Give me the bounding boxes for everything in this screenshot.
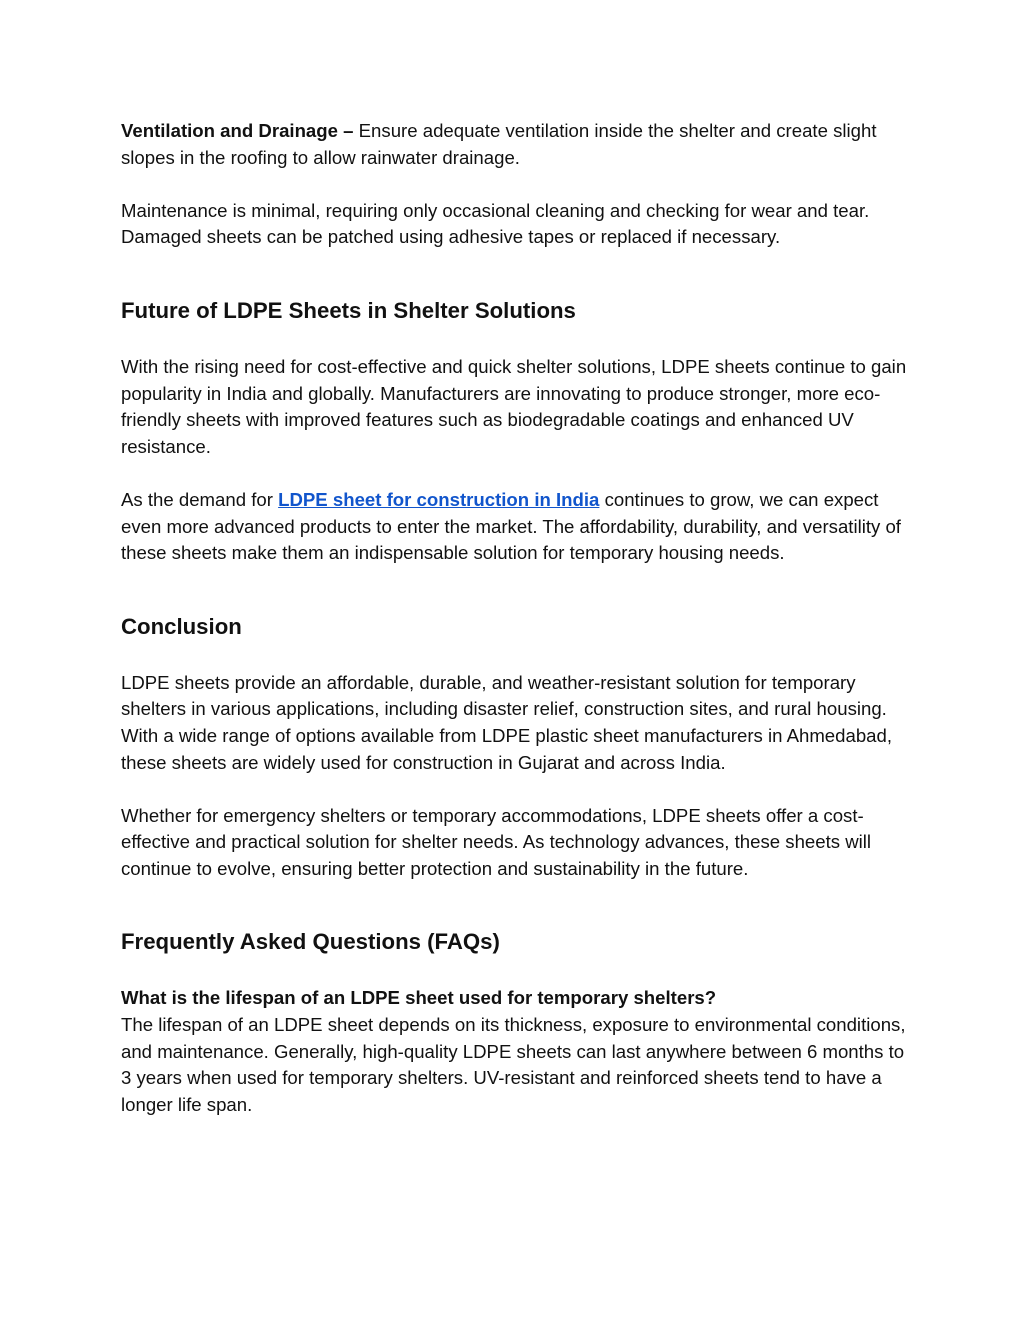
maintenance-paragraph: Maintenance is minimal, requiring only occasional cleaning and checking for wear and tear. Damaged sheets can be patched using adhesive tapes or replaced if necessary. bbox=[121, 199, 870, 248]
future-paragraph-2-end: continues to grow, we can expect even more advanced products to enter the market. The affordability, durability, and versatility of these sheets make them an indispensable solution for temporary housing needs. bbox=[121, 488, 901, 564]
document-page bbox=[121, 118, 911, 1118]
future-paragraph-2 bbox=[121, 487, 911, 567]
future-paragraph-1: With the rising need for cost-effective and quick shelter solutions, LDPE sheets continue to gain popularity in India and globally. Manufacturers are innovating to produce stronger, more eco-friendly sheets with improved features such as biodegradable coatings and enhanced UV resistance. bbox=[121, 355, 907, 457]
conclusion-heading: Conclusion bbox=[121, 613, 242, 639]
faq-question-1: What is the lifespan of an LDPE sheet used for temporary shelters? bbox=[121, 987, 717, 1009]
ldpe-construction-india-link[interactable]: LDPE sheet for construction in India bbox=[278, 488, 600, 510]
future-heading: Future of LDPE Sheets in Shelter Solutions bbox=[121, 297, 576, 323]
faqs-heading: Frequently Asked Questions (FAQs) bbox=[121, 929, 500, 955]
ventilation-text: Ensure adequate ventilation inside the shelter and create slight slopes in the roofing to allow rainwater drainage. bbox=[121, 120, 877, 168]
faq-answer-1: The lifespan of an LDPE sheet depends on its thickness, exposure to environmental conditions, and maintenance. Generally, high-quality LDPE sheets can last anywhere between 6 months to 3 years when used for temporary shelters. UV-resistant and reinforced sheets tend to have a longer life span. bbox=[121, 1014, 906, 1115]
future-paragraph-2-start: As the demand for bbox=[121, 488, 279, 510]
ventilation-paragraph bbox=[121, 118, 911, 171]
ventilation-label: Ventilation and Drainage – bbox=[121, 120, 354, 141]
conclusion-paragraph-1: LDPE sheets provide an affordable, durable, and weather-resistant solution for temporary shelters in various applications, including disaster relief, construction sites, and rural housing. With a wide range of options available from LDPE plastic sheet manufacturers in Ahmedabad, these sheets are widely used for construction in Gujarat and across India. bbox=[121, 671, 893, 773]
conclusion-paragraph-2: Whether for emergency shelters or temporary accommodations, LDPE sheets offer a cost-effective and practical solution for shelter needs. As technology advances, these sheets will continue to evolve, ensuring better protection and sustainability in the future. bbox=[121, 804, 872, 879]
